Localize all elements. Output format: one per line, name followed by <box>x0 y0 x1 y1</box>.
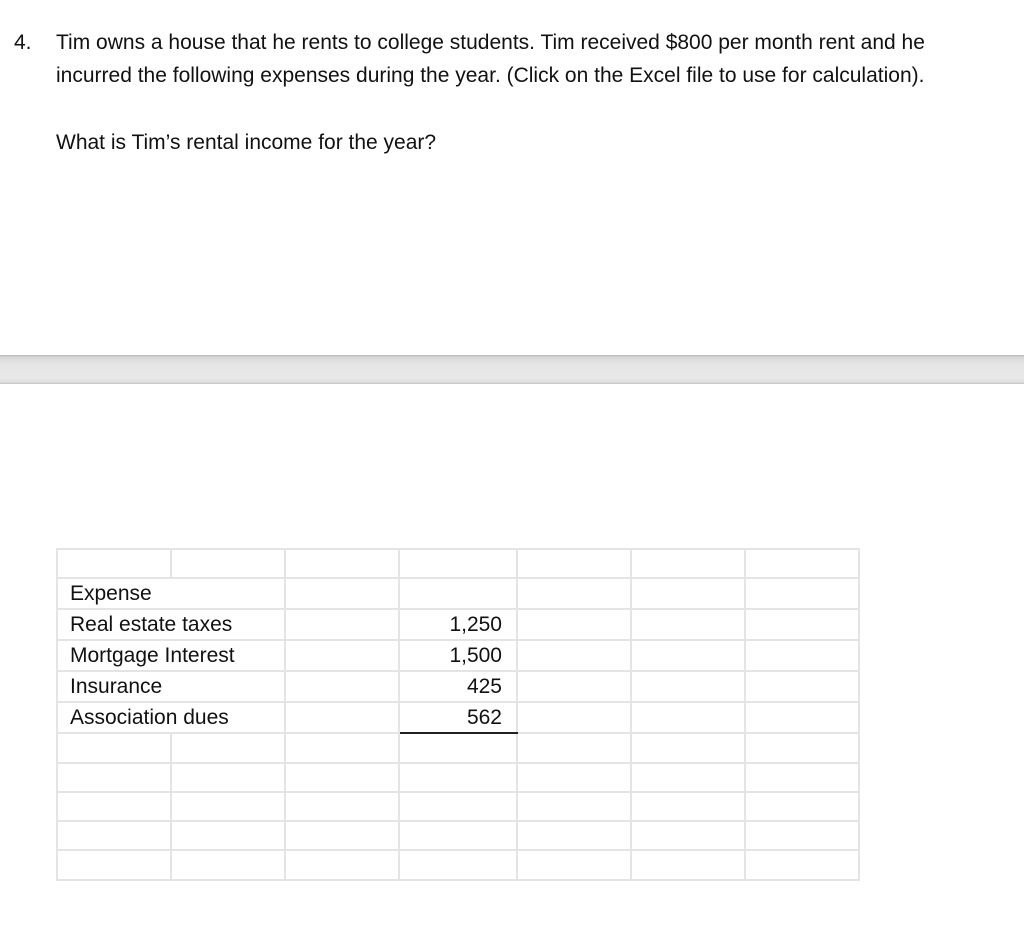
sheet-cell[interactable] <box>745 671 859 702</box>
sheet-cell[interactable] <box>631 640 745 671</box>
sheet-cell[interactable] <box>57 733 171 762</box>
sheet-cell[interactable] <box>285 549 399 578</box>
sheet-cell[interactable] <box>745 850 859 879</box>
sheet-cell[interactable] <box>745 549 859 578</box>
sheet-cell[interactable] <box>285 821 399 850</box>
expense-header-cell[interactable]: Expense <box>57 578 285 609</box>
sheet-cell[interactable] <box>517 702 631 733</box>
sheet-cell[interactable] <box>631 702 745 733</box>
sheet-cell[interactable] <box>631 609 745 640</box>
expense-label-cell[interactable]: Mortgage Interest <box>57 640 285 671</box>
sheet-cell[interactable] <box>517 578 631 609</box>
sheet-cell[interactable] <box>517 609 631 640</box>
sheet-row-expense <box>57 609 859 640</box>
sheet-cell[interactable] <box>745 702 859 733</box>
sheet-cell[interactable] <box>631 821 745 850</box>
sheet-cell[interactable] <box>57 850 171 879</box>
sheet-cell[interactable] <box>57 821 171 850</box>
sheet-cell[interactable] <box>399 763 517 792</box>
expense-spreadsheet <box>56 548 860 881</box>
expense-amount-cell[interactable]: 562 <box>399 702 517 733</box>
question-number: 4. <box>14 31 32 54</box>
sheet-cell[interactable] <box>285 578 399 609</box>
sheet-cell[interactable] <box>57 792 171 821</box>
sheet-cell[interactable] <box>285 733 399 762</box>
expense-amount-cell[interactable]: 1,500 <box>399 640 517 671</box>
sheet-cell[interactable] <box>631 733 745 762</box>
sheet-cell[interactable] <box>517 549 631 578</box>
sheet-cell[interactable] <box>745 763 859 792</box>
expense-label-cell[interactable]: Insurance <box>57 671 285 702</box>
expense-label-cell[interactable]: Association dues <box>57 702 285 733</box>
sheet-cell[interactable] <box>631 763 745 792</box>
sheet-cell[interactable] <box>517 671 631 702</box>
sheet-cell[interactable] <box>171 850 285 879</box>
question-prompt: What is Tim’s rental income for the year? <box>56 131 437 154</box>
sheet-cell[interactable] <box>745 609 859 640</box>
sheet-row-expense <box>57 640 859 671</box>
sheet-cell[interactable] <box>171 763 285 792</box>
sheet-row-empty <box>57 763 859 792</box>
sheet-cell[interactable] <box>631 578 745 609</box>
sheet-cell[interactable] <box>399 549 517 578</box>
sheet-cell[interactable] <box>399 850 517 879</box>
sheet-cell[interactable] <box>399 792 517 821</box>
question-line-2: incurred the following expenses during the year. (Click on the Excel file to use for calculation). <box>56 64 925 87</box>
expense-amount-cell[interactable]: 425 <box>399 671 517 702</box>
sheet-cell[interactable] <box>631 549 745 578</box>
sheet-cell[interactable] <box>171 549 285 578</box>
sheet-cell[interactable] <box>399 821 517 850</box>
sheet-cell[interactable] <box>171 792 285 821</box>
sheet-cell[interactable] <box>285 671 399 702</box>
expense-label-cell[interactable]: Real estate taxes <box>57 609 285 640</box>
sheet-cell[interactable] <box>171 733 285 762</box>
sheet-cell[interactable] <box>57 549 171 578</box>
sheet-cell[interactable] <box>631 671 745 702</box>
sheet-row-expense <box>57 702 859 733</box>
sheet-row-empty <box>57 850 859 879</box>
sheet-cell[interactable] <box>631 792 745 821</box>
sheet-row-expense <box>57 671 859 702</box>
sheet-cell[interactable] <box>285 850 399 879</box>
sheet-row-empty <box>57 821 859 850</box>
sheet-cell[interactable] <box>285 640 399 671</box>
sheet-cell[interactable] <box>399 733 517 762</box>
sheet-cell[interactable] <box>399 578 517 609</box>
sheet-row-header <box>57 578 859 609</box>
sheet-cell[interactable] <box>745 792 859 821</box>
question-text <box>56 26 1024 92</box>
sheet-row-empty <box>57 792 859 821</box>
sheet-cell[interactable] <box>171 821 285 850</box>
sheet-cell[interactable] <box>745 640 859 671</box>
sheet-cell[interactable] <box>285 792 399 821</box>
sheet-cell[interactable] <box>517 792 631 821</box>
sheet-cell[interactable] <box>517 763 631 792</box>
sheet-cell[interactable] <box>517 640 631 671</box>
sheet-row-empty-top <box>57 549 859 578</box>
sheet-cell[interactable] <box>285 763 399 792</box>
sheet-cell[interactable] <box>745 733 859 762</box>
sheet-cell[interactable] <box>285 609 399 640</box>
sheet-cell[interactable] <box>745 821 859 850</box>
sheet-cell[interactable] <box>517 821 631 850</box>
sheet-cell[interactable] <box>745 578 859 609</box>
sheet-cell[interactable] <box>517 850 631 879</box>
sheet-cell[interactable] <box>517 733 631 762</box>
expense-amount-cell[interactable]: 1,250 <box>399 609 517 640</box>
sheet-cell[interactable] <box>285 702 399 733</box>
question-line-1: Tim owns a house that he rents to college students. Tim received $800 per month rent and he <box>56 31 925 54</box>
sheet-cell[interactable] <box>57 763 171 792</box>
sheet-cell[interactable] <box>631 850 745 879</box>
sheet-row-empty <box>57 733 859 762</box>
section-divider-bar <box>0 355 1024 384</box>
